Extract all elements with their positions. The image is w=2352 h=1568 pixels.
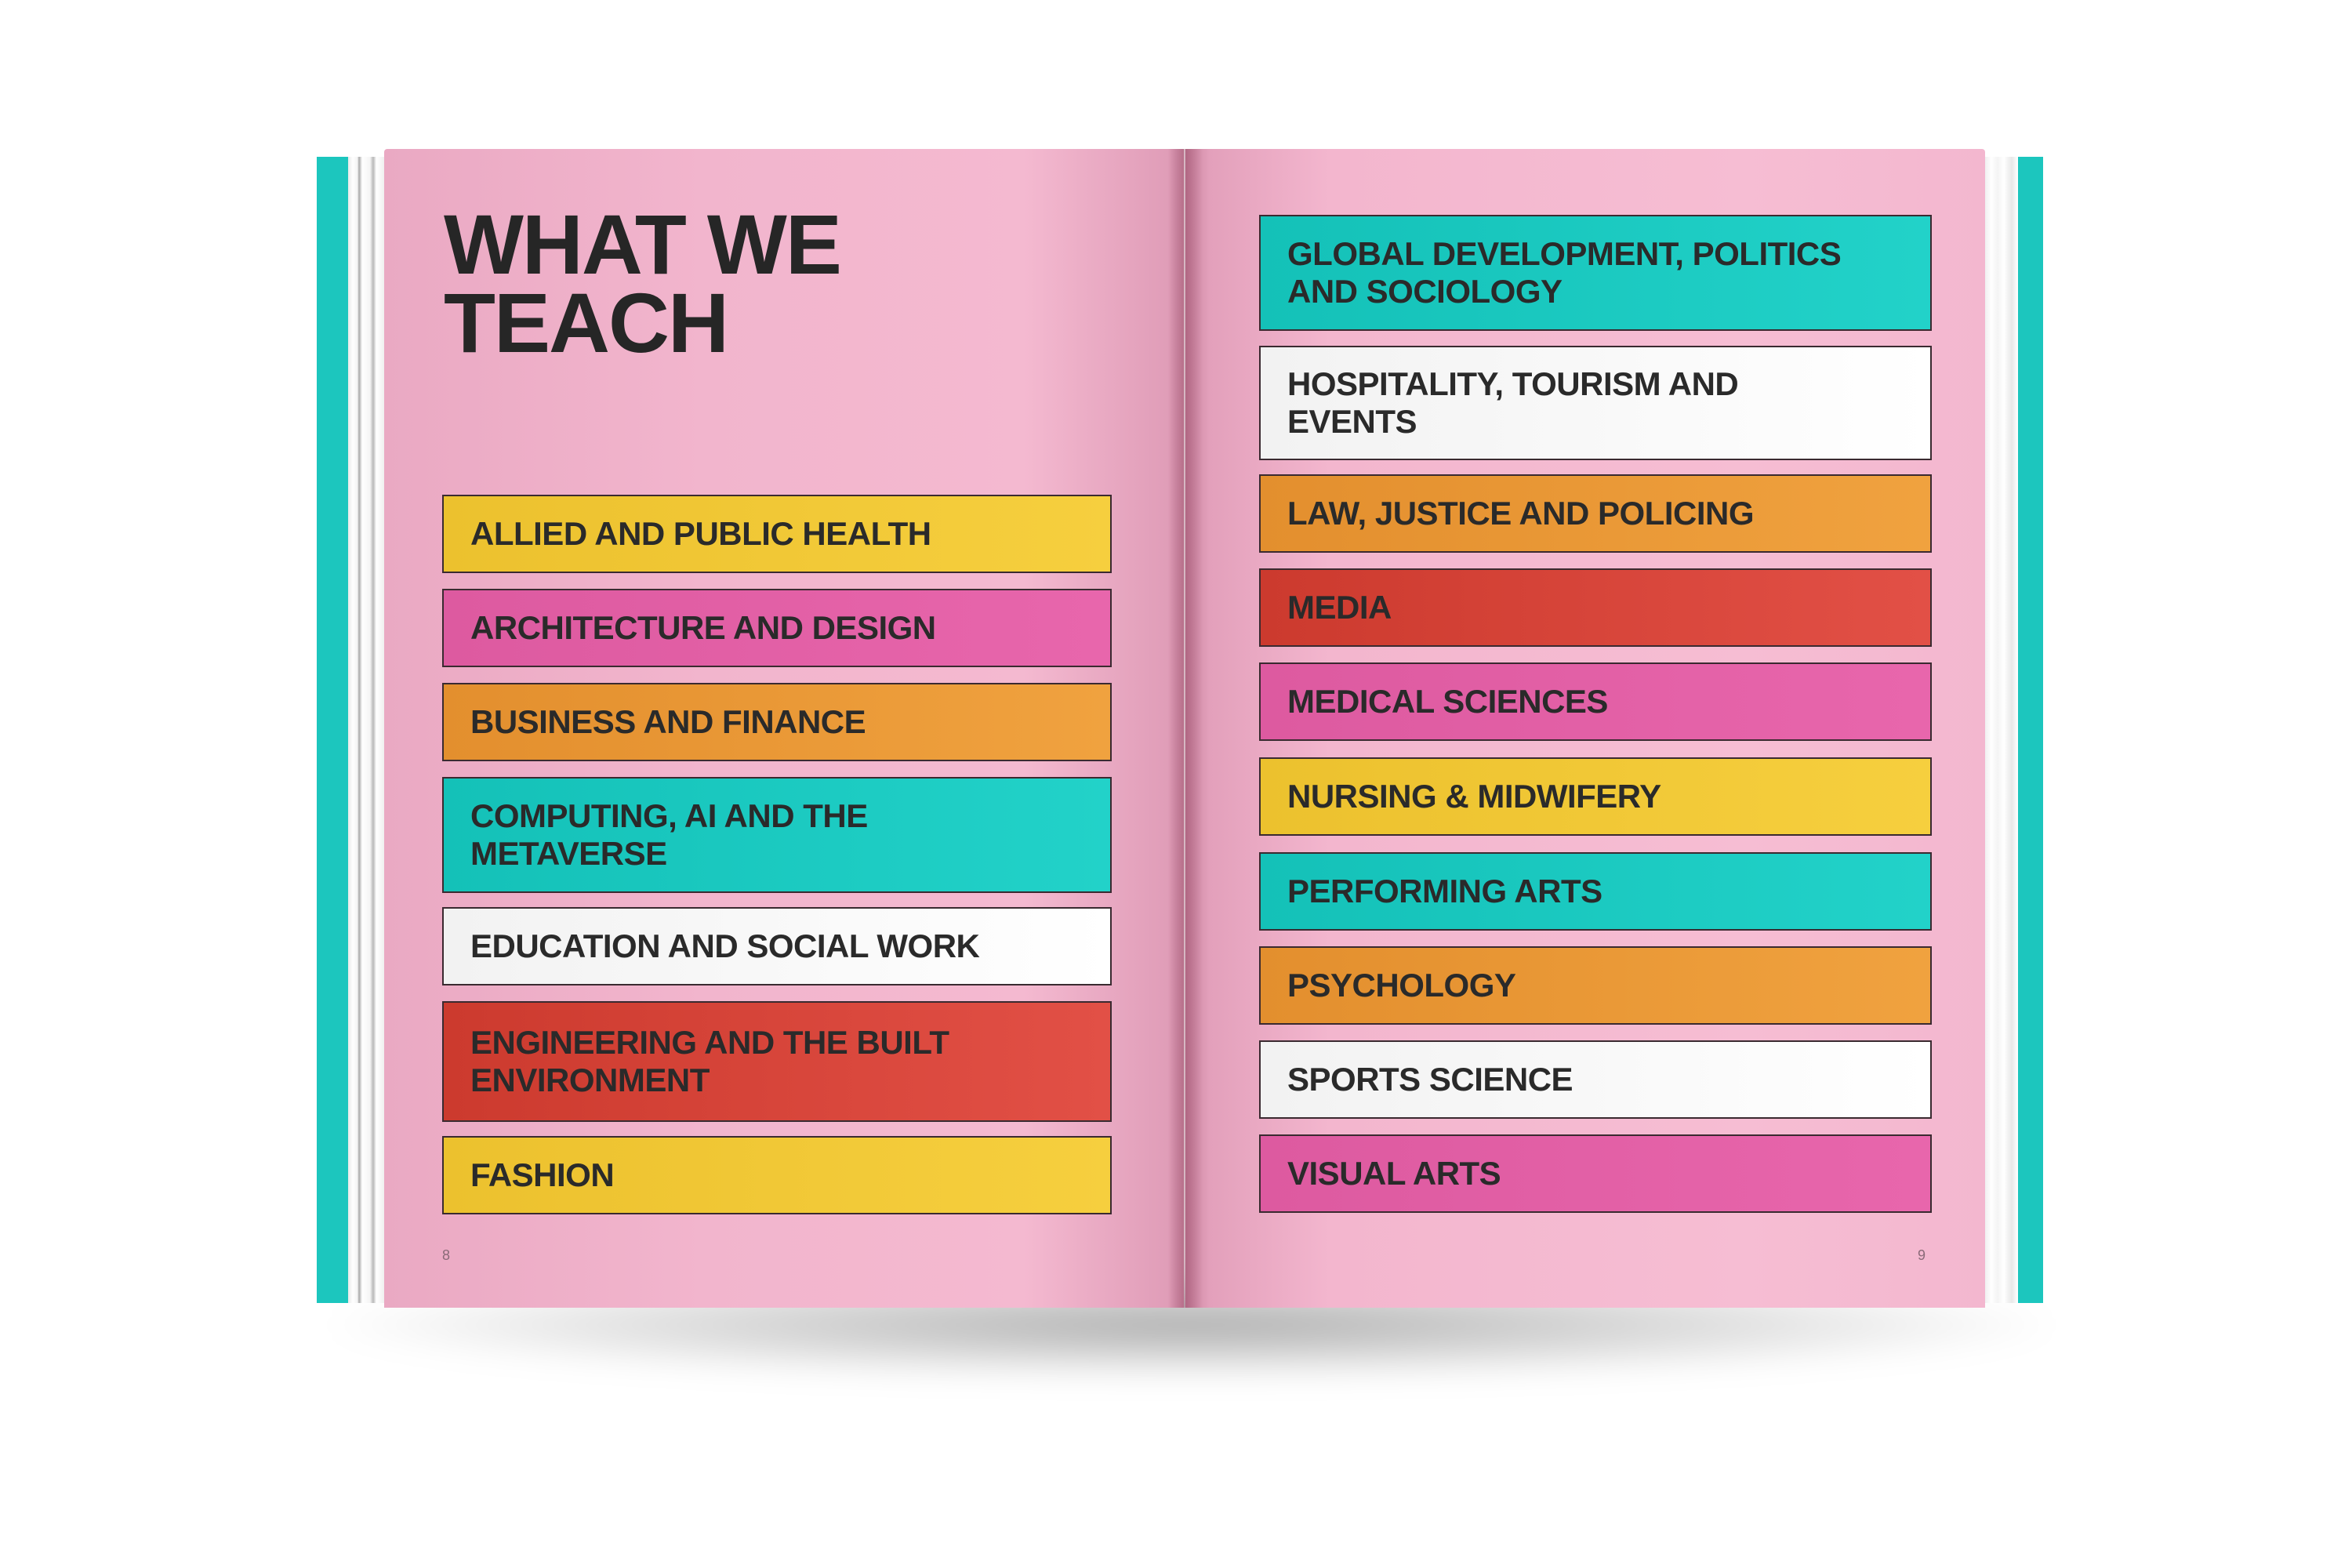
subject-label: HOSPITALITY, TOURISM AND EVENTS — [1287, 365, 1739, 440]
subject-label: MEDIA — [1287, 589, 1392, 626]
subject-bar-sports-science — [1259, 1040, 1932, 1119]
subject-label: EDUCATION AND SOCIAL WORK — [470, 927, 980, 964]
subject-label: NURSING & MIDWIFERY — [1287, 778, 1661, 815]
subject-label: FASHION — [470, 1156, 615, 1193]
subject-bar-performing-arts — [1259, 852, 1932, 931]
left-cover-edge — [317, 157, 348, 1303]
right-cover-edge — [2018, 157, 2043, 1303]
page-title-line-1: WHAT WE — [444, 197, 840, 292]
subject-bar-computing-ai-metaverse — [442, 777, 1112, 893]
subject-label: ARCHITECTURE AND DESIGN — [470, 609, 936, 646]
subject-bar-business-finance — [442, 683, 1112, 761]
subject-label: ENGINEERING AND THE BUILT ENVIRONMENT — [470, 1024, 949, 1098]
subject-bar-nursing-midwifery — [1259, 757, 1932, 836]
subject-label: PSYCHOLOGY — [1287, 967, 1516, 1004]
subject-label: PERFORMING ARTS — [1287, 873, 1602, 909]
subject-bar-allied-public-health — [442, 495, 1112, 573]
subject-label: BUSINESS AND FINANCE — [470, 703, 866, 740]
subject-label: ALLIED AND PUBLIC HEALTH — [470, 515, 931, 552]
subject-bar-fashion — [442, 1136, 1112, 1214]
subject-bar-engineering-built-environment — [442, 1001, 1112, 1122]
subject-bar-visual-arts — [1259, 1134, 1932, 1213]
subject-bar-psychology — [1259, 946, 1932, 1025]
subject-label: LAW, JUSTICE AND POLICING — [1287, 495, 1754, 532]
left-page-edges — [348, 157, 384, 1303]
subject-bar-global-development — [1259, 215, 1932, 331]
page-number-left: 8 — [442, 1247, 451, 1263]
page-title — [444, 197, 914, 370]
book-gutter — [1168, 149, 1203, 1308]
subject-label: COMPUTING, AI AND THE METAVERSE — [470, 797, 868, 872]
subject-bar-architecture-design — [442, 589, 1112, 667]
subject-bar-law-justice-policing — [1259, 474, 1932, 553]
subject-bar-medical-sciences — [1259, 662, 1932, 741]
subject-label: SPORTS SCIENCE — [1287, 1061, 1573, 1098]
subject-label: VISUAL ARTS — [1287, 1155, 1501, 1192]
subject-label: MEDICAL SCIENCES — [1287, 683, 1608, 720]
subject-bar-media — [1259, 568, 1932, 647]
page-number-right: 9 — [1918, 1247, 1926, 1263]
subject-bar-hospitality-tourism-events — [1259, 346, 1932, 460]
subject-bar-education-social-work — [442, 907, 1112, 985]
page-title-line-2: TEACH — [444, 275, 728, 370]
subject-label: GLOBAL DEVELOPMENT, POLITICS AND SOCIOLOGY — [1287, 235, 1842, 310]
right-page-edges — [1985, 157, 2018, 1303]
